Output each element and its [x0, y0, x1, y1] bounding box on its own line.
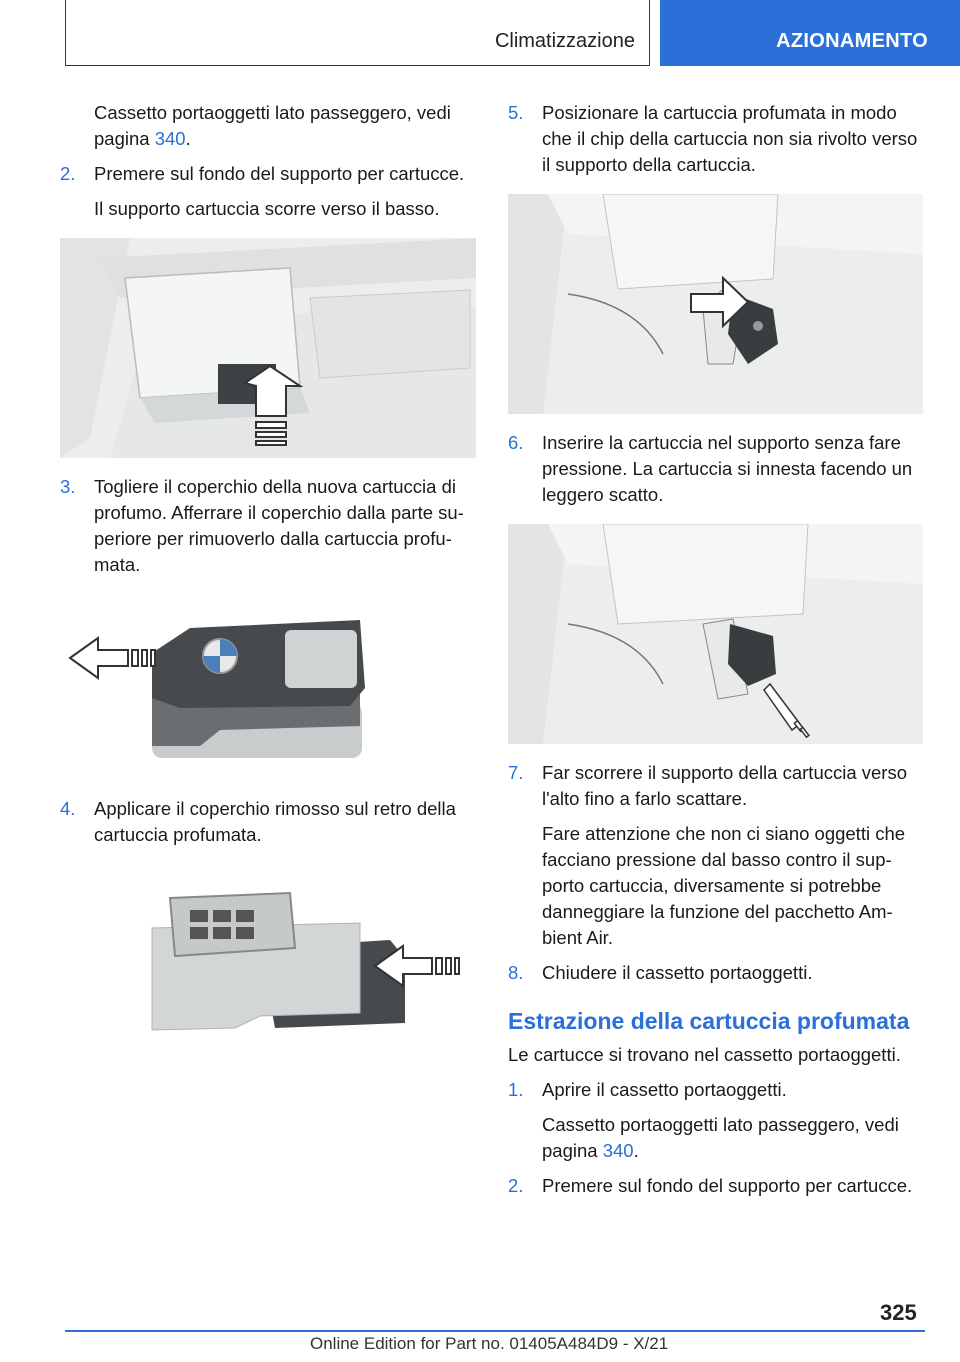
header-chapter-tab[interactable] [660, 0, 960, 66]
step-number: 5. [508, 102, 524, 123]
step-number: 2. [60, 163, 76, 184]
header-section-title: Climatizzazione [494, 30, 635, 52]
figure-position-cartridge [508, 194, 923, 414]
left-column [60, 100, 480, 1048]
header-chapter-label: AZIONAMENTO [776, 30, 928, 52]
step-2: 2. Premere sul fondo del supporto per cartucce. [60, 161, 480, 187]
section-heading: Estrazione della cartuccia profumata [508, 1008, 910, 1034]
step-5: 5. Posizionare la cartuccia profumata in modo che il chip della cartuccia non sia rivolto verso il supporto della cartuccia. [508, 102, 918, 175]
position-cartridge-illustration [508, 194, 923, 414]
holder-push-illustration [60, 238, 476, 458]
figure-remove-cover [60, 608, 480, 778]
step-number: 6. [508, 432, 524, 453]
step-4: 4. Applicare il coperchio rimosso sul retro della cartuccia profumata. [60, 798, 456, 845]
right-column [508, 100, 928, 1199]
removal-step-2: 2. Premere sul fondo del supporto per cartucce. [508, 1173, 928, 1199]
attach-cover-illustration [60, 888, 480, 1048]
step-number: 7. [508, 762, 524, 783]
step-3: 3. Togliere il coperchio della nuova cartuccia di profumo. Afferrare il coperchio dalla parte su‐ periore per rimuoverlo dalla cartuccia profu‐ mata. [60, 476, 464, 575]
step-number: 4. [60, 798, 76, 819]
section-intro: Le cartucce si trovano nel cassetto portaoggetti. [508, 1044, 901, 1065]
page-link[interactable]: 340 [154, 128, 186, 149]
intro-text: Cassetto portaoggetti lato passeggero, vedi pagina 340. [94, 102, 451, 149]
step-2-result: Il supporto cartuccia scorre verso il basso. [94, 198, 440, 219]
remove-cover-illustration [60, 608, 480, 778]
figure-insert-cartridge [508, 524, 923, 744]
insert-cartridge-illustration [508, 524, 923, 744]
footer-edition: Online Edition for Part no. 01405A484D9 - X/21 [310, 1334, 669, 1353]
step-7: 7. Far scorrere il supporto della cartuccia verso l'alto fino a farlo scattare. [508, 762, 908, 809]
footer-divider [65, 1330, 925, 1332]
step-number: 2. [508, 1175, 524, 1196]
figure-attach-cover [60, 888, 480, 1048]
step-number: 3. [60, 476, 76, 497]
step-8: 8. Chiudere il cassetto portaoggetti. [508, 960, 928, 986]
header-section-box [65, 0, 650, 66]
step-number: 1. [508, 1079, 524, 1100]
page-link[interactable]: 340 [602, 1140, 634, 1161]
step-7-note: Fare attenzione che non ci siano oggetti che facciano pressione dal basso contro il sup‐ porto cartuccia, diversamente si potrebbe danneggiare la funzione del pacchetto Am‐ bient Air. [542, 823, 906, 948]
removal-step-1-ref: Cassetto portaoggetti lato passeggero, vedi pagina 340. [542, 1114, 899, 1161]
removal-step-1: 1. Aprire il cassetto portaoggetti. [508, 1077, 928, 1103]
figure-holder-push [60, 238, 476, 458]
step-number: 8. [508, 962, 524, 983]
page-number: 325 [880, 1300, 917, 1325]
step-6: 6. Inserire la cartuccia nel supporto senza fare pressione. La cartuccia si innesta facendo un leggero scatto. [508, 432, 913, 505]
